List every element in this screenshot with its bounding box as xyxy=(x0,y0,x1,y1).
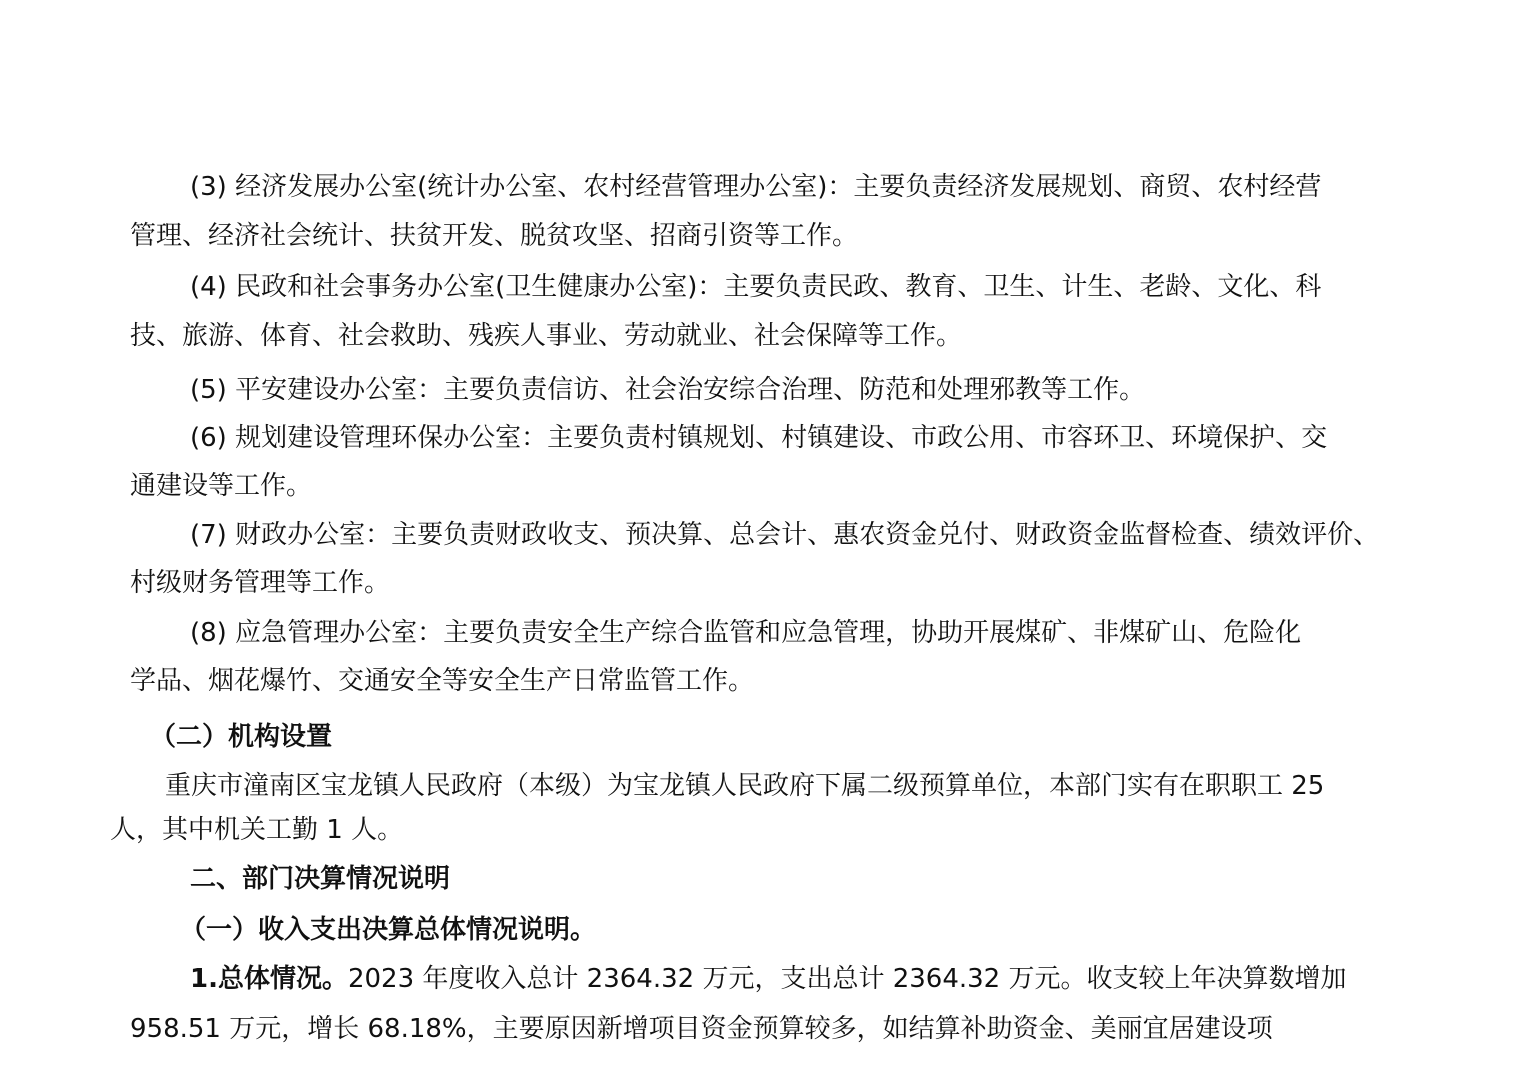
org-paragraph-line-2: 人，其中机关工勤 1 人。 xyxy=(110,815,404,845)
paragraph-5-line-1: (5) 平安建设办公室：主要负责信访、社会治安综合治理、防范和处理邪教等工作。 xyxy=(190,375,1146,405)
paragraph-6-line-1: (6) 规划建设管理环保办公室：主要负责村镇规划、村镇建设、市政公用、市容环卫、环境保护、交 xyxy=(190,423,1328,453)
paragraph-8-line-1: (8) 应急管理办公室：主要负责安全生产综合监管和应急管理，协助开展煤矿、非煤矿山、危险化 xyxy=(190,618,1302,648)
heading-subsection-1: （一）收入支出决算总体情况说明。 xyxy=(180,915,597,945)
overall-paragraph-line-2: 958.51 万元，增长 68.18%，主要原因新增项目资金预算较多，如结算补助资金、美丽宜居建设项 xyxy=(130,1014,1273,1044)
paragraph-6-line-2: 通建设等工作。 xyxy=(130,471,313,501)
paragraph-4-line-1: (4) 民政和社会事务办公室(卫生健康办公室)：主要负责民政、教育、卫生、计生、老龄、文化、科 xyxy=(190,272,1322,302)
paragraph-7-line-1: (7) 财政办公室：主要负责财政收支、预决算、总会计、惠农资金兑付、财政资金监督检查、绩效评价、 xyxy=(190,520,1380,550)
overall-paragraph-line-1 xyxy=(190,962,1347,996)
heading-section-2: 二、部门决算情况说明 xyxy=(190,864,451,894)
paragraph-3-line-1: (3) 经济发展办公室(统计办公室、农村经营管理办公室)：主要负责经济发展规划、商贸、农村经营 xyxy=(190,172,1322,202)
paragraph-7-line-2: 村级财务管理等工作。 xyxy=(130,568,391,598)
overall-text: 2023 年度收入总计 2364.32 万元，支出总计 2364.32 万元。收支较上年决算数增加 xyxy=(347,964,1347,994)
heading-org-setup: （二）机构设置 xyxy=(150,722,333,752)
org-paragraph-line-1: 重庆市潼南区宝龙镇人民政府（本级）为宝龙镇人民政府下属二级预算单位，本部门实有在职职工 25 xyxy=(165,771,1325,801)
overall-label: 1.总体情况。 xyxy=(190,964,348,994)
paragraph-3-line-2: 管理、经济社会统计、扶贫开发、脱贫攻坚、招商引资等工作。 xyxy=(130,221,859,251)
paragraph-4-line-2: 技、旅游、体育、社会救助、残疾人事业、劳动就业、社会保障等工作。 xyxy=(130,321,963,351)
paragraph-8-line-2: 学品、烟花爆竹、交通安全等安全生产日常监管工作。 xyxy=(130,666,755,696)
